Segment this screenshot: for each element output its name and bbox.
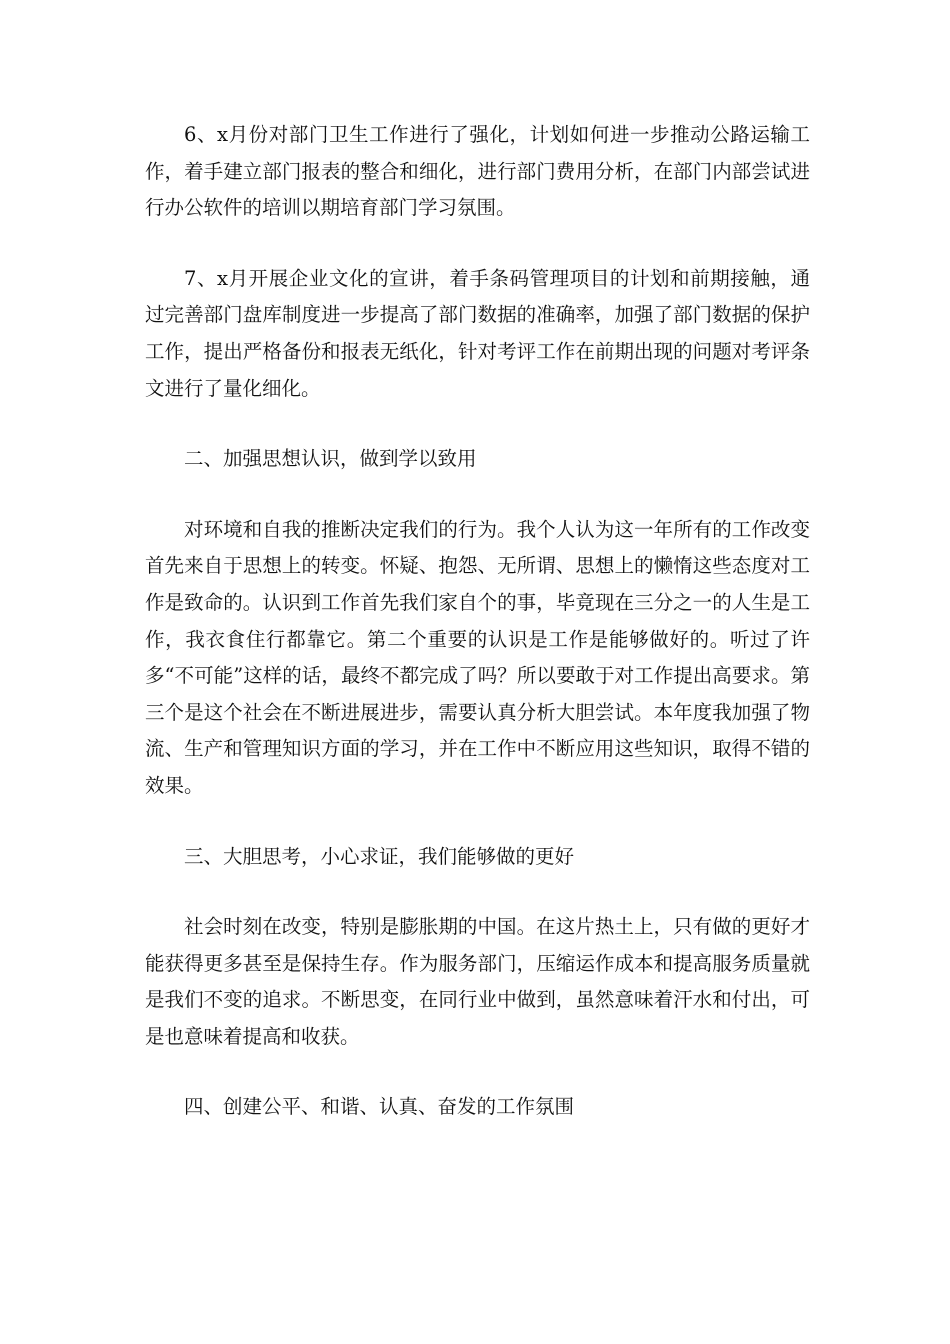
paragraph-society: 社会时刻在改变，特别是膨胀期的中国。在这片热土上，只有做的更好才能获得更多甚至是保持生存。作为服务部门，压缩运作成本和提高服务质量就是我们不变的追求。不断思变，在同行业中做到，虽然意味着汗水和付出，可是也意味着提高和收获。 — [145, 915, 810, 1048]
paragraph-item-6: 6、x月份对部门卫生工作进行了强化，计划如何进一步推动公路运输工作，着手建立部门报表的整合和细化，进行部门费用分析，在部门内部尝试进行办公软件的培训以期培育部门学习氛围。 — [145, 123, 810, 220]
document-body — [145, 117, 810, 1160]
section-heading-2: 二、加强思想认识，做到学以致用 — [184, 447, 477, 471]
section-heading-4: 四、创建公平、和谐、认真、奋发的工作氛围 — [184, 1095, 575, 1119]
paragraph-item-7: 7、x月开展企业文化的宣讲，着手条码管理项目的计划和前期接触，通过完善部门盘库制度进一步提高了部门数据的准确率，加强了部门数据的保护工作，提出严格备份和报表无纸化，针对考评工作在前期出现的问题对考评条文进行了量化细化。 — [145, 266, 810, 400]
paragraph-thinking: 对环境和自我的推断决定我们的行为。我个人认为这一年所有的工作改变首先来自于思想上的转变。怀疑、抱怨、无所谓、思想上的懒惰这些态度对工作是致命的。认识到工作首先我们家自个的事，毕竟现在三分之一的人生是工作，我衣食住行都靠它。第二个重要的认识是工作是能够做好的。听过了许多“不可能”这样的话，最终不都完成了吗？所以要敢于对工作提出高要求。第三个是这个社会在不断进展进步，需要认真分析大胆尝试。本年度我加强了物流、生产和管理知识方面的学习，并在工作中不断应用这些知识，取得不错的效果。 — [145, 517, 810, 797]
section-heading-3: 三、大胆思考，小心求证，我们能够做的更好 — [184, 844, 575, 868]
